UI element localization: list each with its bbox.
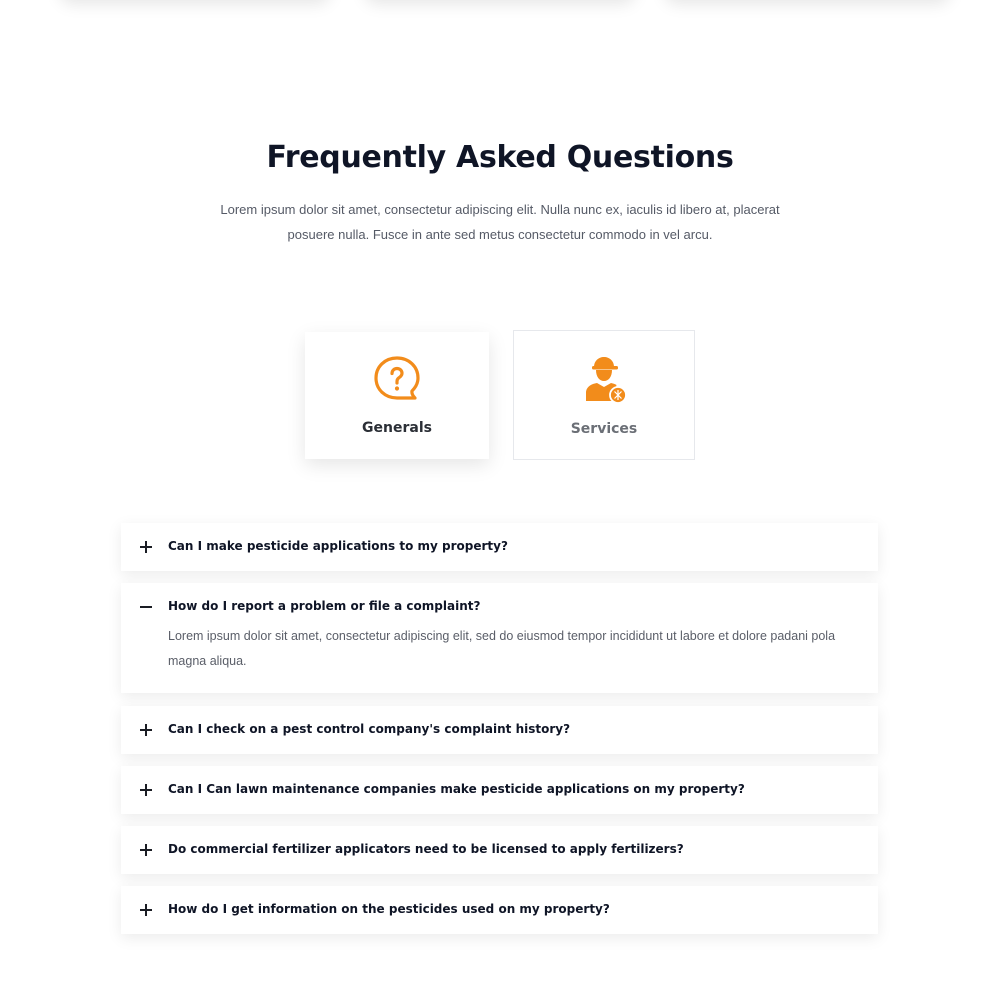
minus-icon[interactable]	[140, 600, 154, 614]
faq-description: Lorem ipsum dolor sit amet, consectetur adipiscing elit. Nulla nunc ex, iaculis id libero at, placerat posuere nulla. Fusce in ante sed metus consectetur commodo in vel arcu.	[220, 202, 780, 242]
tab-label: Services	[570, 421, 638, 437]
faq-title: Frequently Asked Questions	[266, 140, 734, 175]
faq-question: Do commercial fertilizer applicators need to be licensed to apply fertilizers?	[168, 842, 684, 856]
tab-services[interactable]	[513, 330, 695, 460]
faq-item[interactable]	[121, 583, 878, 693]
faq-question-header[interactable]	[121, 706, 878, 754]
faq-question: Can I Can lawn maintenance companies make pesticide applications on my property?	[168, 782, 745, 796]
faq-question: How do I report a problem or file a complaint?	[168, 599, 481, 613]
faq-item[interactable]	[121, 766, 878, 814]
question-bubble-icon	[371, 354, 423, 406]
plus-icon[interactable]	[140, 540, 154, 554]
faq-question-header[interactable]	[121, 523, 878, 571]
plus-icon[interactable]	[140, 723, 154, 737]
tab-generals[interactable]	[305, 332, 489, 459]
pest-technician-icon	[578, 353, 630, 405]
faq-question: Can I check on a pest control company's complaint history?	[168, 722, 571, 736]
faq-item[interactable]	[121, 886, 878, 934]
tab-label: Generals	[362, 420, 432, 436]
faq-question-header[interactable]	[121, 886, 878, 934]
faq-question: Can I make pesticide applications to my property?	[168, 539, 508, 553]
faq-item[interactable]	[121, 706, 878, 754]
previous-section-cards	[0, 0, 1000, 20]
faq-question-header[interactable]	[121, 766, 878, 814]
plus-icon[interactable]	[140, 903, 154, 917]
faq-item[interactable]	[121, 826, 878, 874]
plus-icon[interactable]	[140, 783, 154, 797]
faq-question-header[interactable]	[121, 826, 878, 874]
faq-category-tabs	[0, 330, 1000, 460]
faq-question: How do I get information on the pesticides used on my property?	[168, 902, 610, 916]
plus-icon[interactable]	[140, 843, 154, 857]
faq-answer: Lorem ipsum dolor sit amet, consectetur adipiscing elit, sed do eiusmod tempor incididunt ut labore et dolore padani pola magna aliqua.	[168, 629, 836, 668]
faq-item[interactable]	[121, 523, 878, 571]
